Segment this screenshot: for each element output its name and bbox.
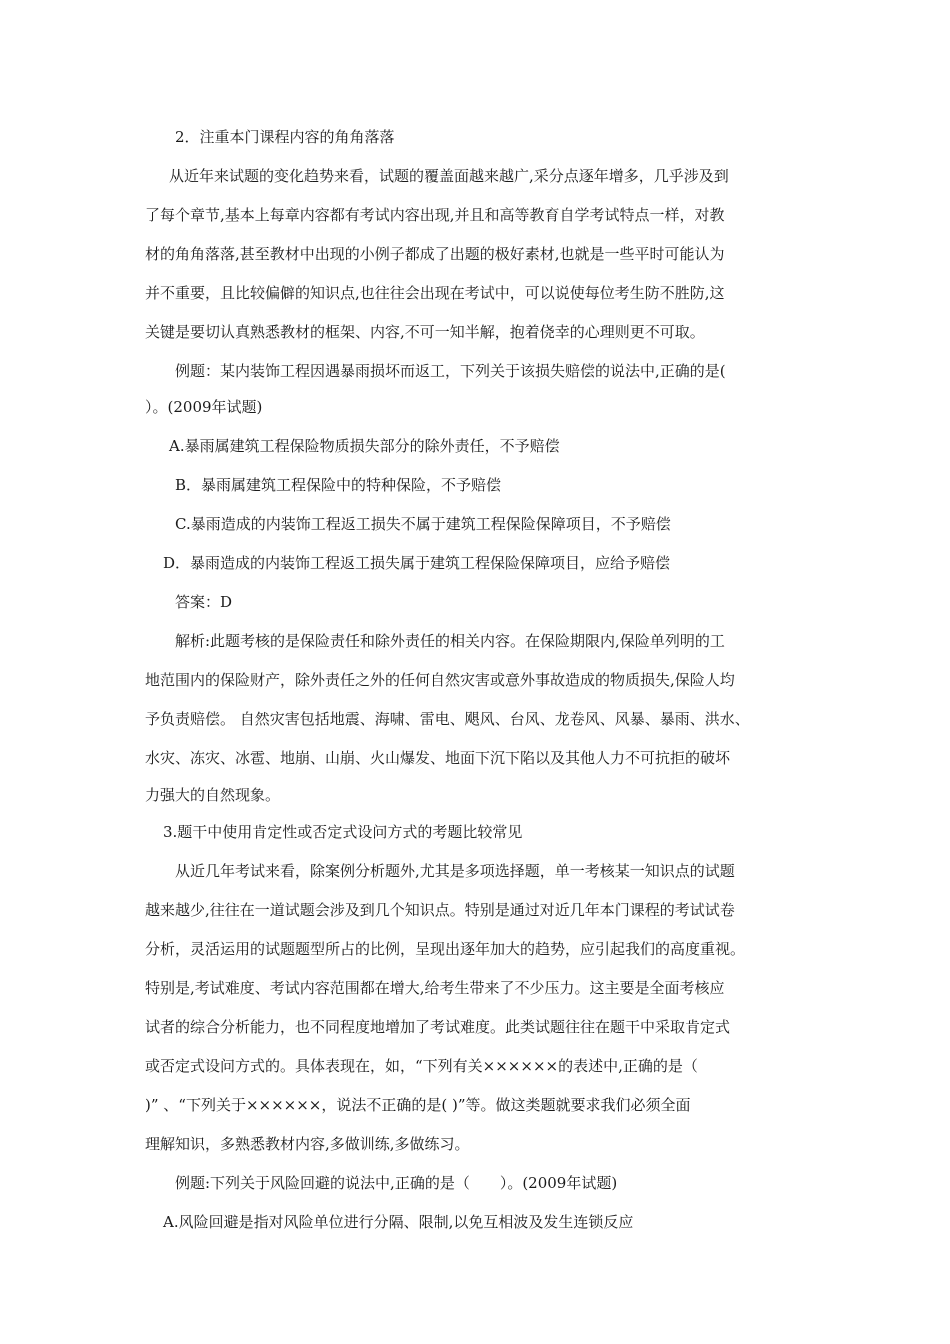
answer-line: 答案：D: [175, 593, 233, 611]
paragraph-line: 了每个章节,基本上每章内容都有考试内容出现,并且和高等教育自学考试特点一样，对教: [145, 206, 725, 224]
option-d: D．暴雨造成的内装饰工程返工损失属于建筑工程保险保障项目，应给予赔偿: [163, 554, 671, 572]
paragraph-line: 关键是要切认真熟悉教材的框架、内容,不可一知半解，抱着侥幸的心理则更不可取。: [145, 323, 705, 341]
analysis-line: 力强大的自然现象。: [145, 786, 281, 804]
example-question: 例题:下列关于风险回避的说法中,正确的是（ ）。(2009年试题): [175, 1174, 618, 1192]
example-question: 例题：某内装饰工程因遇暴雨损坏而返工，下列关于该损失赔偿的说法中,正确的是(: [175, 362, 726, 380]
paragraph-line: 试者的综合分析能力，也不同程度地增加了考试难度。此类试题往往在题干中采取肯定式: [145, 1018, 731, 1036]
analysis-line: 水灾、冻灾、冰雹、地崩、山崩、火山爆发、地面下沉下陷以及其他人力不可抗拒的破坏: [145, 749, 731, 767]
paragraph-line: 从近年来试题的变化趋势来看，试题的覆盖面越来越广,采分点逐年增多，几乎涉及到: [169, 167, 729, 185]
analysis-line: 解析:此题考核的是保险责任和除外责任的相关内容。在保险期限内,保险单列明的工: [175, 632, 725, 650]
section-heading-2: 2．注重本门课程内容的角角落落: [175, 128, 395, 146]
option-a: A.暴雨属建筑工程保险物质损失部分的除外责任，不予赔偿: [169, 437, 560, 455]
paragraph-line: 特别是,考试难度、考试内容范围都在增大,给考生带来了不少压力。这主要是全面考核应: [145, 979, 725, 997]
paragraph-line: 分析，灵活运用的试题题型所占的比例，呈现出逐年加大的趋势，应引起我们的高度重视。: [145, 940, 746, 958]
example-question-continued: ）。(2009年试题): [145, 398, 263, 416]
section-heading-3: 3.题干中使用肯定性或否定式设问方式的考题比较常见: [163, 823, 523, 841]
option-b: B．暴雨属建筑工程保险中的特种保险，不予赔偿: [175, 476, 502, 494]
paragraph-line: 或否定式设问方式的。具体表现在，如，“下列有关××××××的表述中,正确的是（: [145, 1057, 698, 1075]
paragraph-line: 越来越少,往往在一道试题会涉及到几个知识点。特别是通过对近几年本门课程的考试试卷: [145, 901, 735, 919]
analysis-line: 地范围内的保险财产，除外责任之外的任何自然灾害或意外事故造成的物质损失,保险人均: [145, 671, 735, 689]
paragraph-line: 理解知识，多熟悉教材内容,多做训练,多做练习。: [145, 1135, 470, 1153]
paragraph-line: 从近几年考试来看，除案例分析题外,尤其是多项选择题，单一考核某一知识点的试题: [175, 862, 735, 880]
paragraph-line: 并不重要，且比较偏僻的知识点,也往往会出现在考试中，可以说使每位考生防不胜防,这: [145, 284, 725, 302]
option-a: A.风险回避是指对风险单位进行分隔、限制,以免互相波及发生连锁反应: [163, 1213, 634, 1231]
option-c: C.暴雨造成的内装饰工程返工损失不属于建筑工程保险保障项目，不予赔偿: [175, 515, 671, 533]
paragraph-line: )” 、“下列关于××××××，说法不正确的是( )”等。做这类题就要求我们必须全面: [145, 1096, 691, 1114]
paragraph-line: 材的角角落落,甚至教材中出现的小例子都成了出题的极好素材,也就是一些平时可能认为: [145, 245, 725, 263]
analysis-line: 予负责赔偿。 自然灾害包括地震、海啸、雷电、飓风、台风、龙卷风、风暴、暴雨、洪水、: [145, 710, 750, 728]
